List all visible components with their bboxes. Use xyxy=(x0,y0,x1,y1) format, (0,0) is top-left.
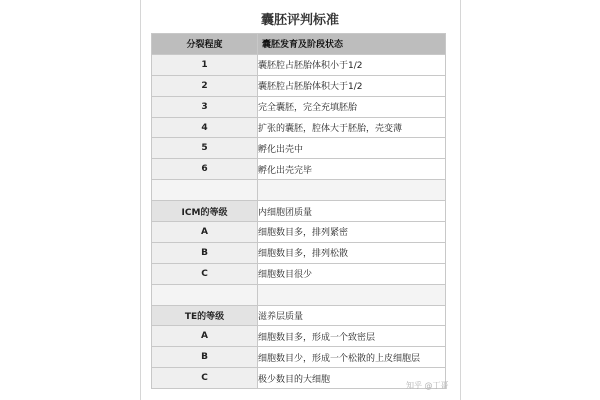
stage-grade: 5 xyxy=(152,138,258,159)
spacer-cell xyxy=(152,284,258,305)
stage-desc: 扩张的囊胚，腔体大于胚胎，壳变薄 xyxy=(258,117,446,138)
table-row xyxy=(152,96,446,117)
stage-desc: 孵化出壳中 xyxy=(258,138,446,159)
left-frame-border xyxy=(140,0,141,400)
te-grade: B xyxy=(152,347,258,368)
table-row xyxy=(152,242,446,263)
te-desc: 极少数目的大细胞 xyxy=(258,368,446,389)
stage-grade: 3 xyxy=(152,96,258,117)
stage-grade: 1 xyxy=(152,54,258,75)
te-desc: 细胞数目多，形成一个致密层 xyxy=(258,326,446,347)
icm-grade: C xyxy=(152,263,258,284)
icm-subtitle: 内细胞团质量 xyxy=(258,201,446,222)
icm-grade: B xyxy=(152,242,258,263)
spacer-row xyxy=(152,180,446,201)
te-header-row xyxy=(152,305,446,326)
spacer-cell xyxy=(152,180,258,201)
te-title: TE的等级 xyxy=(152,305,258,326)
icm-desc: 细胞数目很少 xyxy=(258,263,446,284)
table-row xyxy=(152,263,446,284)
spacer-row xyxy=(152,284,446,305)
te-desc: 细胞数目少，形成一个松散的上皮细胞层 xyxy=(258,347,446,368)
icm-desc: 细胞数目多，排列松散 xyxy=(258,242,446,263)
te-subtitle: 滋养层质量 xyxy=(258,305,446,326)
table-row xyxy=(152,117,446,138)
te-grade: C xyxy=(152,368,258,389)
table-row xyxy=(152,347,446,368)
icm-header-row xyxy=(152,201,446,222)
table-header-row xyxy=(152,34,446,55)
table-row xyxy=(152,159,446,180)
icm-grade: A xyxy=(152,222,258,243)
spacer-cell xyxy=(258,284,446,305)
stage-desc: 完全囊胚，完全充填胚胎 xyxy=(258,96,446,117)
right-frame-border xyxy=(460,0,461,400)
table-row xyxy=(152,138,446,159)
table-row xyxy=(152,75,446,96)
table-row xyxy=(152,54,446,75)
stage-desc: 孵化出壳完毕 xyxy=(258,159,446,180)
table-row xyxy=(152,326,446,347)
stage-grade: 4 xyxy=(152,117,258,138)
header-division-degree: 分裂程度 xyxy=(152,34,258,55)
table-row xyxy=(152,222,446,243)
spacer-cell xyxy=(258,180,446,201)
watermark-text: 知乎 @丁哥 xyxy=(406,381,449,390)
page-title: 囊胚评判标准 xyxy=(260,13,339,28)
stage-desc: 囊胚腔占胚胎体积小于1/2 xyxy=(258,54,446,75)
te-grade: A xyxy=(152,326,258,347)
icm-desc: 细胞数目多，排列紧密 xyxy=(258,222,446,243)
stage-grade: 6 xyxy=(152,159,258,180)
header-development-stage: 囊胚发育及阶段状态 xyxy=(258,34,446,55)
table-row xyxy=(152,368,446,389)
stage-grade: 2 xyxy=(152,75,258,96)
stage-desc: 囊胚腔占胚胎体积大于1/2 xyxy=(258,75,446,96)
icm-title: ICM的等级 xyxy=(152,201,258,222)
blastocyst-grading-table xyxy=(151,33,446,389)
